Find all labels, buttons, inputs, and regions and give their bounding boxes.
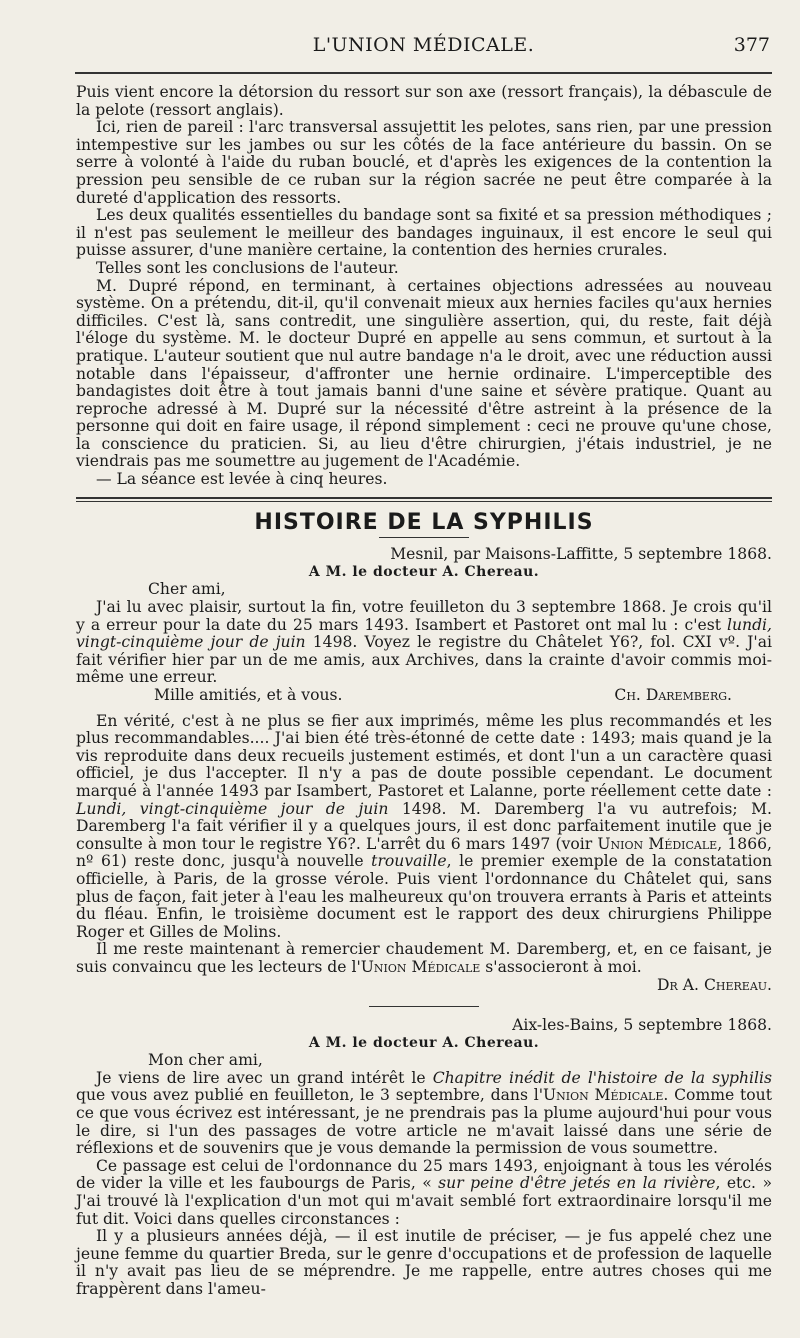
running-title: L'UNION MÉDICALE.	[312, 34, 535, 56]
letter-paragraph: Il y a plusieurs années déjà, — il est inutile de préciser, — je fus appelé chez une jeune femme du quartier Breda, sur le genre d'occupations et de profession de laquelle il n'y avait pas lieu de se méprendre. Je me rappelle, entre autres choses qui me frappèrent dans l'ameu-	[76, 1227, 772, 1298]
letter-paragraph: Ce passage est celui de l'ordonnance du 25 mars 1493, enjoignant à tous les vérolés de vider la ville et les faubourgs de Paris, « sur peine d'être jetés en la rivière, etc. » J'ai trouvé là l'explication d'un mot qui m'avait semblé fort extraordinaire lorsqu'il me fut dit. Voici dans quelles circonstances :	[76, 1156, 772, 1228]
paragraph: Telles sont les conclusions de l'auteur.	[96, 258, 399, 277]
paragraph: Puis vient encore la détorsion du ressort sur son axe (ressort français), la débascule de la pelote (ressort anglais).	[76, 83, 772, 119]
paragraph: M. Dupré répond, en terminant, à certaines objections adressées au nouveau système. On a prétendu, dit-il, qu'il convenait mieux aux hernies faciles qu'aux hernies difficiles. C'est là, sans contredit, une singulière assertion, qui, du reste, fait déjà l'éloge du système. M. le docteur Dupré en appelle au sens commun, et surtout à la pratique. L'auteur soutient que nul autre bandage n'a le droit, avec une réduction aussi notable dans l'épaisseur, d'affronter une hernie ordinaire. L'imperceptible des bandagistes doit être à tout jamais banni d'une saine et sévère pratique. Quant au reproche adressé à M. Dupré sur la nécessité d'être astreint à la présence de la personne qui doit en faire usage, il répond simplement : ceci ne prouve qu'une chose, la conscience du praticien. Si, au lieu d'être chirurgien, j'étais industriel, je ne viendrais pas me soumettre au jugement de l'Académie.	[76, 276, 772, 471]
chapter-title: HISTOIRE DE LA SYPHILIS	[254, 509, 594, 535]
author-signature: Dr A. Chereau.	[657, 975, 772, 994]
header-rule	[75, 72, 772, 74]
letter-separator	[369, 1006, 479, 1007]
closing-text: Mille amitiés, et à vous.	[154, 686, 343, 704]
title-rule	[379, 537, 469, 538]
letter-greeting: Mon cher ami,	[148, 1051, 263, 1070]
paragraph: Il me reste maintenant à remercier chaudement M. Daremberg, et, en ce faisant, je suis convaincu que les lecteurs de l'Union Médicale s'associeront à moi.	[76, 940, 772, 976]
letter-greeting: Cher ami,	[148, 580, 226, 599]
paragraph: En vérité, c'est à ne plus se fier aux imprimés, même les plus recommandés et les plus recommandables.... J'ai bien été très-étonné de cette date : 1493; mais quand je la vis reproduite dans deux recueils justement estimés, et dont l'un a un caractère quasi officiel, je dus l'accepter. Il n'y a pas de doute possible cependant. Le document marqué à l'année 1493 par Isambert, Pastoret et Lalanne, porte réellement cette date : Lundi, vingt-cinquième jour de juin 1498. M. Daremberg l'a vu autrefois; M. Daremberg l'a fait vérifier il y a quelques jours, il est donc parfaitement inutile que je consulte à mon tour le registre Y6?. L'arrêt du 6 mars 1497 (voir Union Médicale, 1866, nº 61) reste donc, jusqu'à nouvelle trouvaille, le premier exemple de la constatation officielle, à Paris, de la grosse vérole. Puis vient l'ordonnance du Châtelet qui, sans plus de façon, fait jeter à l'eau les malheureux qu'on trouvera errants à Paris et atteints du fléau. Enfin, le troisième document est le rapport des deux chirurgiens Philippe Roger et Gilles de Molins.	[76, 711, 773, 941]
letter-dateline: Mesnil, par Maisons-Laffitte, 5 septembre 1868.	[390, 545, 772, 564]
letter-salutation: A M. le docteur A. Chereau.	[308, 1034, 540, 1051]
paragraph: Les deux qualités essentielles du bandage sont sa fixité et sa pression méthodiques ; il n'est pas seulement le meilleur des bandages inguinaux, il est encore le seul qui puisse assurer, d'une manière certaine, la contention des hernies crurales.	[76, 206, 772, 260]
page-number: 377	[733, 34, 770, 56]
section-divider	[76, 497, 772, 502]
page-body	[76, 84, 772, 1299]
letter-salutation: A M. le docteur A. Chereau.	[308, 563, 540, 580]
letter-paragraph: J'ai lu avec plaisir, surtout la fin, votre feuilleton du 3 septembre 1868. Je crois qu'il y a erreur pour la date du 25 mars 1493. Isambert et Pastoret ont mal lu : c'est lundi, vingt-cinquième jour de juin 1498. Voyez le registre du Châtelet Y6?, fol. CXI vº. J'ai fait vérifier hier par un de me amis, aux Archives, dans la crainte d'avoir commis moi-même une erreur.	[76, 598, 772, 687]
letter-signature: Ch. Daremberg.	[614, 686, 732, 704]
letter-paragraph: Je viens de lire avec un grand intérêt le Chapitre inédit de l'histoire de la syphilis que vous avez publié en feuilleton, le 3 septembre, dans l'Union Médicale. Comme tout ce que vous écrivez est intéressant, je ne prendrais pas la plume aujourd'hui pour vous le dire, si l'un des passages de votre article ne m'avait laissé dans une série de réflexions et de souvenirs que je vous demande la permission de vous soumettre.	[76, 1068, 772, 1158]
running-head	[75, 34, 772, 64]
letter-closing	[76, 687, 772, 705]
letter-dateline: Aix-les-Bains, 5 septembre 1868.	[512, 1016, 772, 1035]
paragraph: — La séance est levée à cinq heures.	[96, 470, 388, 489]
paragraph: Ici, rien de pareil : l'arc transversal assujettit les pelotes, sans rien, par une pression intempestive sur les jambes ou sur les côtés de la face antérieure du bassin. On se serre à volonté à l'aide du ruban bouclé, et d'après les exigences de la contention la pression peu sensible de ce ruban sur la région sacrée ne peut être comparée à la dureté d'application des ressorts.	[76, 118, 772, 207]
